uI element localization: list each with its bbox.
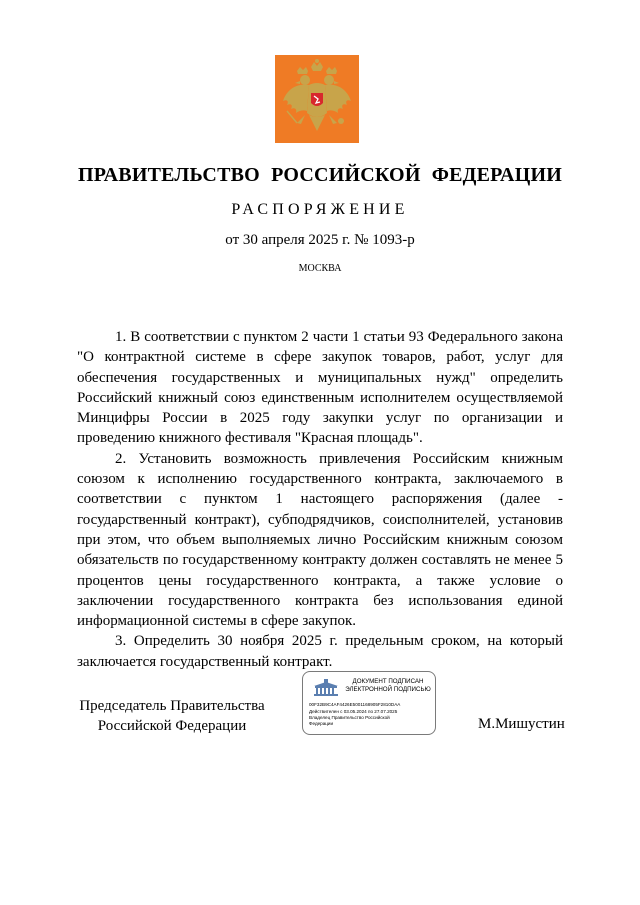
electronic-signature-stamp	[302, 671, 436, 735]
government-title: ПРАВИТЕЛЬСТВО РОССИЙСКОЙ ФЕДЕРАЦИИ	[78, 164, 562, 186]
signer-title-line-2: Российской Федерации	[97, 718, 247, 734]
paragraph-2: 2. Установить возможность привлечения Российским книжным союзом к исполнению государственного контракта, заключаемого в соответствии с пунктом 1 настоящего распоряжения (далее - государственный контракт), субподрядчиков, соисполнителей, установив при этом, что объем выполняемых лично Российским книжным союзом обязательств по государственному контракту должен составлять не менее 5 процентов цены государственного контракта, а также условие о заключении государственного контракта без использования единой информационной системы в сфере закупок.	[77, 450, 563, 630]
stamp-heading-line-2: ЭЛЕКТРОННОЙ ПОДПИСЬЮ	[345, 685, 431, 693]
paragraph-1: 1. В соответствии с пунктом 2 части 1 статьи 93 Федерального закона "О контрактной системе в сфере закупок товаров, работ, услуг для обеспечения государственных и муниципальных нужд" определить Российский книжный союз единственным исполнителем осуществляемой Минцифры России в 2025 году закупки услуг по организации и проведению книжного фестиваля "Красная площадь".	[77, 329, 563, 447]
coat-of-arms-icon	[275, 55, 359, 143]
document-type: РАСПОРЯЖЕНИЕ	[231, 201, 409, 218]
stamp-validity: Действителен с 03.05.2024 по 27.07.2025	[309, 709, 398, 714]
document-date-number: от 30 апреля 2025 г. № 1093-р	[225, 232, 415, 248]
stamp-heading-line-1: ДОКУМЕНТ ПОДПИСАН	[352, 678, 424, 685]
document-body	[77, 327, 563, 672]
document-city: МОСКВА	[298, 263, 342, 274]
signer-title	[77, 696, 267, 736]
stamp-heading	[343, 678, 433, 693]
stamp-certificate: 00F32B9C4AF4426E5001168905F2810DAA	[309, 702, 401, 707]
signer-name: М.Мишустин	[478, 716, 565, 732]
government-building-icon	[311, 677, 341, 697]
stamp-owner-line-1: Владелец Правительство Российской	[309, 715, 390, 720]
paragraph-3: 3. Определить 30 ноября 2025 г. предельным сроком, на который заключается государственный контракт.	[77, 633, 563, 670]
stamp-owner-line-2: Федерации	[309, 720, 334, 726]
signer-title-line-1: Председатель Правительства	[79, 698, 265, 714]
